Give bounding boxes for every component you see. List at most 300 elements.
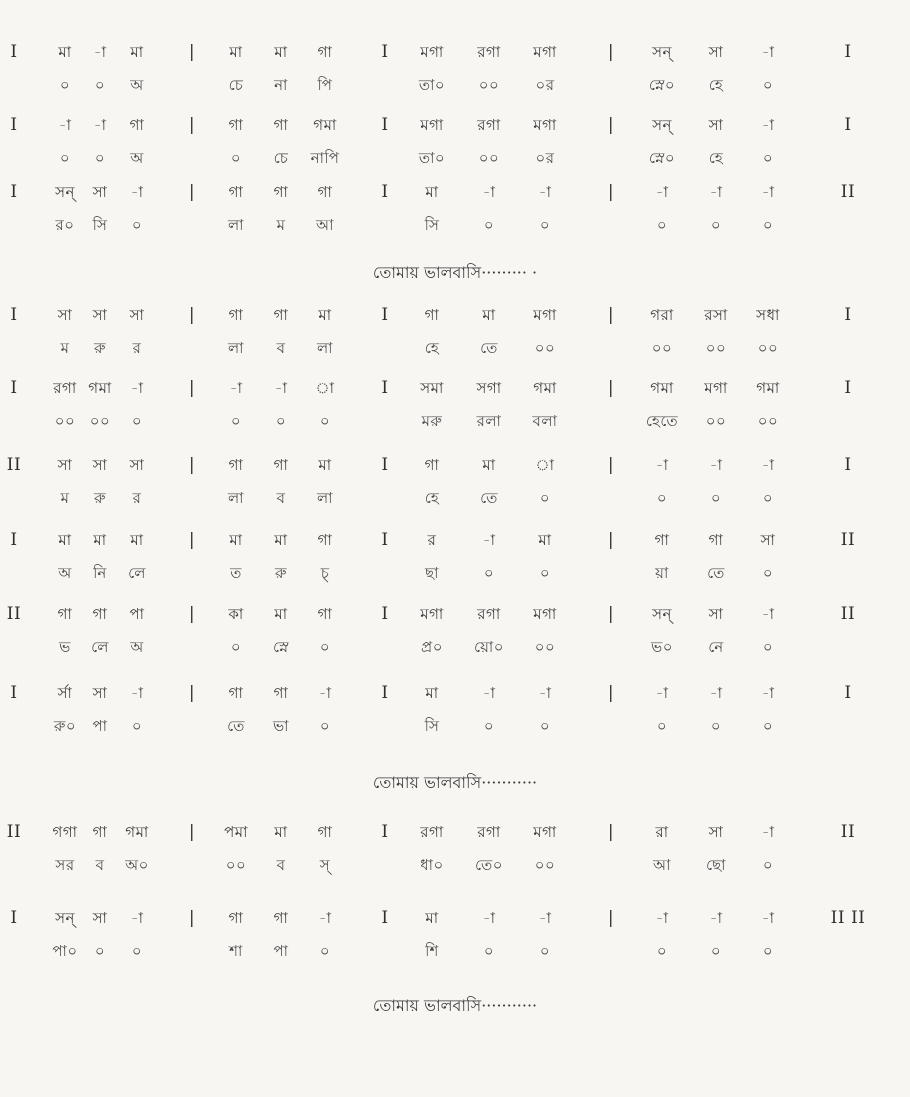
lyric-cell: ব [276,339,286,357]
note-cell: গা [317,183,333,201]
bar-separator: II [840,182,856,202]
note-cell: সা [708,605,724,623]
note-cell: -া [93,116,107,134]
note-cell: গগা [52,823,78,841]
note-cell: সধা [756,306,780,324]
lyric-cell: অ [130,638,144,656]
lyric-cell: অ [58,564,72,582]
lyric-cell: ০ [230,149,242,167]
lyric-cell: র০ [55,216,75,234]
note-cell: সা [92,684,108,702]
lyric-cell: ০ [131,942,143,960]
bar-separator: II [840,822,856,842]
note-cell: -া [482,684,496,702]
lyric-cell: স্নে০ [648,76,676,94]
notation-row [0,182,910,204]
lyric-cell: ০০ [534,638,556,656]
note-cell: মা [538,531,552,549]
lyric-cell: তে [480,489,498,507]
note-cell: -া [761,684,775,702]
bar-separator: | [607,683,615,703]
note-cell: -া [318,909,332,927]
lyric-cell: ০ [762,638,774,656]
note-cell: মা [229,43,243,61]
note-cell: মা [274,43,288,61]
note-cell: সা [92,183,108,201]
note-cell: -া [655,684,669,702]
lyric-cell: ব [95,856,105,874]
note-cell: -া [761,43,775,61]
bar-separator: II [840,604,856,624]
bar-separator: II [6,604,22,624]
lyric-cell: ০ [131,412,143,430]
notation-row [0,822,910,844]
note-cell: রগা [420,823,444,841]
notation-row [0,604,910,626]
bar-separator: I [10,378,18,398]
bar-separator: | [188,305,196,325]
note-cell: গা [273,684,289,702]
note-cell: সা [129,456,145,474]
lyric-cell: ০ [539,564,551,582]
notation-row [0,378,910,400]
note-cell: গা [273,456,289,474]
bar-separator: I [844,378,852,398]
lyric-cell: লা [316,339,334,357]
lyric-row [0,338,910,360]
bar-separator: I [844,115,852,135]
lyric-cell: ০ [319,638,331,656]
note-cell: মা [130,531,144,549]
note-cell: গা [57,605,73,623]
lyric-cell: প্র০ [421,638,443,656]
lyric-cell: ০ [319,412,331,430]
lyric-cell: ০ [319,942,331,960]
note-cell: গা [317,531,333,549]
note-cell: সন্ [652,605,672,623]
lyric-cell: ত [230,564,242,582]
note-cell: গরা [650,306,674,324]
note-cell: মা [130,43,144,61]
lyric-cell: ০ [483,942,495,960]
lyric-cell: ব [276,489,286,507]
lyric-cell: ০ [230,412,242,430]
lyric-cell: ০ [762,489,774,507]
lyric-cell: ০০ [225,856,247,874]
bar-separator: I [381,42,389,62]
lyric-cell: ০ [656,717,668,735]
lyric-cell: ০ [94,149,106,167]
note-cell: -া [709,183,723,201]
lyric-cell: সি [92,216,108,234]
lyric-cell: ০০ [705,339,727,357]
note-cell: কা [228,605,244,623]
bar-separator: | [188,378,196,398]
note-cell: সা [57,456,73,474]
note-cell: মগা [420,605,444,623]
lyric-cell: ০ [131,717,143,735]
lyric-cell: লে [91,638,109,656]
bar-separator: II [6,822,22,842]
note-cell: মা [274,823,288,841]
note-cell: -া [761,456,775,474]
note-cell: রসা [704,306,728,324]
bar-separator: I [10,42,18,62]
bar-separator: | [607,42,615,62]
lyric-cell: নে [708,638,724,656]
lyric-cell: ০ [656,489,668,507]
note-cell: া [315,379,335,397]
bar-separator: | [188,822,196,842]
bar-separator: | [607,115,615,135]
lyric-cell: ০০ [705,412,727,430]
note-cell: -া [709,456,723,474]
lyric-cell: লা [316,489,334,507]
lyric-cell: তে [227,717,245,735]
lyric-cell: র [132,339,142,357]
lyric-cell: লা [227,489,245,507]
lyric-cell: নাপি [310,149,340,167]
note-cell: -া [538,909,552,927]
lyric-cell: অ০ [125,856,149,874]
lyric-cell: চে [273,149,289,167]
lyric-cell: য়ো০ [473,638,505,656]
note-cell: -া [761,605,775,623]
note-cell: র [427,531,437,549]
bar-separator: I [844,683,852,703]
lyric-cell: ০০ [54,412,76,430]
note-cell: গা [129,116,145,134]
bar-separator: | [607,182,615,202]
note-cell: পা [129,605,145,623]
note-cell: মা [425,183,439,201]
lyric-cell: ০ [59,76,71,94]
note-cell: গা [228,456,244,474]
lyric-cell: হে [708,76,724,94]
lyric-cell: ০ [230,638,242,656]
bar-separator: II [6,455,22,475]
lyric-cell: স্নে [272,638,290,656]
section-heading: তোমায় ভালবাসি··········· [372,773,538,792]
note-cell: গা [317,823,333,841]
lyric-cell: নি [93,564,107,582]
lyric-row [0,75,910,97]
note-cell: -া [482,909,496,927]
note-cell: গা [317,43,333,61]
lyric-cell: ০০ [757,339,779,357]
bar-separator: I [10,683,18,703]
note-cell: সগা [476,379,502,397]
lyric-cell: তে [480,339,498,357]
note-cell: মা [318,456,332,474]
lyric-cell: ম [60,339,70,357]
lyric-cell: ০ [539,489,551,507]
lyric-cell: তে০ [474,856,504,874]
bar-separator: I [381,604,389,624]
note-cell: সন্ [55,183,75,201]
lyric-cell: য়া [655,564,669,582]
lyric-cell: শি [425,942,439,960]
note-cell: -া [58,116,72,134]
note-cell: -া [130,909,144,927]
bar-separator: I [10,530,18,550]
note-cell: গমা [533,379,557,397]
bar-separator: | [607,822,615,842]
lyric-cell: পি [317,76,333,94]
lyric-cell: চে [228,76,244,94]
notation-row [0,42,910,64]
note-cell: -া [538,183,552,201]
note-cell: মা [425,684,439,702]
note-cell: গা [228,684,244,702]
notation-row [0,683,910,705]
lyric-cell: ০ [762,564,774,582]
lyric-cell: স্নে০ [648,149,676,167]
note-cell: মা [482,456,496,474]
note-cell: গমা [313,116,337,134]
notation-row [0,305,910,327]
bar-separator: | [607,455,615,475]
note-cell: গা [317,605,333,623]
lyric-row [0,148,910,170]
lyric-cell: ০র [535,76,555,94]
lyric-cell: ০০ [478,76,500,94]
lyric-cell: চ্ [320,564,330,582]
note-cell: -া [538,684,552,702]
note-cell: গমা [125,823,149,841]
lyric-cell: ধা০ [420,856,444,874]
lyric-row [0,941,910,963]
lyric-cell: সি [424,717,440,735]
lyric-row [0,855,910,877]
bar-separator: I [381,683,389,703]
lyric-cell: ছা [425,564,439,582]
note-cell: মা [318,306,332,324]
note-cell: মা [274,605,288,623]
lyric-cell: ০ [539,717,551,735]
note-cell: গা [228,306,244,324]
bar-separator: I [381,305,389,325]
note-cell: রগা [477,116,501,134]
lyric-cell: ০র [535,149,555,167]
note-cell: গা [654,531,670,549]
lyric-cell: ০ [656,942,668,960]
note-cell: -া [482,183,496,201]
lyric-cell: ভ [59,638,71,656]
note-cell: র্সা [57,684,73,702]
note-cell: গা [424,306,440,324]
note-cell: -া [130,684,144,702]
lyric-cell: তা০ [418,149,446,167]
lyric-cell: ০ [483,717,495,735]
lyric-cell: ০ [762,856,774,874]
note-cell: মা [482,306,496,324]
bar-separator: I [381,115,389,135]
lyric-cell: ০ [762,216,774,234]
lyric-cell: হে [424,489,440,507]
lyric-row [0,488,910,510]
note-cell: -া [709,909,723,927]
note-cell: সা [708,116,724,134]
lyric-cell: ০ [656,216,668,234]
note-cell: মগা [533,605,557,623]
lyric-cell: রু০ [53,717,77,735]
note-cell: -া [761,116,775,134]
lyric-cell: মরু [421,412,443,430]
lyric-cell: ম [60,489,70,507]
lyric-cell: ০ [539,216,551,234]
notation-row [0,530,910,552]
lyric-cell: ০ [762,76,774,94]
lyric-cell: হে [708,149,724,167]
bar-separator: I [844,42,852,62]
lyric-cell: ০০ [534,339,556,357]
note-cell: গা [273,306,289,324]
note-cell: মগা [420,43,444,61]
lyric-row [0,637,910,659]
bar-separator: I [381,822,389,842]
lyric-cell: ০ [94,76,106,94]
note-cell: -া [655,183,669,201]
lyric-cell: ০ [539,942,551,960]
lyric-cell: হে [424,339,440,357]
section-heading: তোমায় ভালবাসি··········· [372,996,538,1015]
lyric-cell: পা [92,717,108,735]
note-cell: গা [424,456,440,474]
note-cell: সমা [420,379,444,397]
note-cell: পমা [224,823,248,841]
note-cell: -া [93,43,107,61]
lyric-cell: সি [424,216,440,234]
note-cell: গা [708,531,724,549]
lyric-cell: ০ [710,717,722,735]
lyric-cell: ০ [762,717,774,735]
bar-separator: I [381,378,389,398]
lyric-cell: আ [653,856,671,874]
note-cell: মা [58,43,72,61]
lyric-cell: ০ [94,942,106,960]
lyric-cell: ০০ [534,856,556,874]
note-cell: গা [273,183,289,201]
lyric-cell: রু [93,339,107,357]
note-cell: গা [228,909,244,927]
lyric-cell: ০০ [757,412,779,430]
lyric-cell: ছো [705,856,727,874]
note-cell: সন্ [652,116,672,134]
bar-separator: I [381,182,389,202]
lyric-cell: ০ [762,149,774,167]
lyric-cell: লে [128,564,146,582]
note-cell: গা [273,116,289,134]
note-cell: মগা [420,116,444,134]
bar-separator: | [607,604,615,624]
note-cell: মগা [533,116,557,134]
note-cell: রা [655,823,669,841]
lyric-row [0,411,910,433]
bar-separator: | [188,908,196,928]
bar-separator: | [188,530,196,550]
note-cell: -া [655,909,669,927]
note-cell: সা [92,456,108,474]
note-cell: -া [761,909,775,927]
note-cell: সা [57,306,73,324]
lyric-cell: শা [229,942,243,960]
bar-separator: | [188,604,196,624]
lyric-cell: অ [130,76,144,94]
lyric-cell: ০০ [651,339,673,357]
note-cell: -া [655,456,669,474]
lyric-cell: ব [276,856,286,874]
note-cell: রগা [477,823,501,841]
bar-separator: II II [830,908,866,928]
lyric-row [0,563,910,585]
note-cell: সন্ [55,909,75,927]
lyric-cell: রু [93,489,107,507]
lyric-cell: ০ [762,942,774,960]
note-cell: গা [92,823,108,841]
bar-separator: | [188,182,196,202]
note-cell: গা [92,605,108,623]
note-cell: সা [708,823,724,841]
bar-separator: I [10,115,18,135]
lyric-cell: ০ [710,942,722,960]
note-cell: গা [228,116,244,134]
note-cell: মা [425,909,439,927]
lyric-cell: ০ [710,489,722,507]
lyric-cell: ০ [59,149,71,167]
note-cell: রগা [53,379,77,397]
notation-row [0,908,910,930]
lyric-cell: হেতে [645,412,679,430]
bar-separator: I [381,908,389,928]
note-cell: সা [92,909,108,927]
bar-separator: | [607,378,615,398]
note-cell: গা [228,183,244,201]
lyric-cell: সর [55,856,75,874]
lyric-cell: অ [130,149,144,167]
lyric-cell: পা০ [52,942,78,960]
note-cell: মা [229,531,243,549]
note-cell: সন্ [652,43,672,61]
note-cell: সা [708,43,724,61]
note-cell: -া [482,531,496,549]
bar-separator: I [381,530,389,550]
lyric-row [0,215,910,237]
lyric-cell: ভা [272,717,290,735]
lyric-cell: তা০ [418,76,446,94]
note-cell: রগা [477,605,501,623]
lyric-cell: ০ [275,412,287,430]
lyric-cell: রলা [476,412,502,430]
note-cell: গমা [650,379,674,397]
note-cell: মগা [533,823,557,841]
note-cell: সা [760,531,776,549]
note-cell: -া [709,684,723,702]
bar-separator: I [381,455,389,475]
lyric-cell: লা [227,339,245,357]
lyric-cell: পা [273,942,289,960]
bar-separator: | [188,455,196,475]
lyric-cell: না [274,76,288,94]
note-cell: মগা [704,379,728,397]
note-cell: মগা [533,43,557,61]
lyric-cell: ০ [710,216,722,234]
bar-separator: | [607,908,615,928]
bar-separator: I [844,455,852,475]
note-cell: মগা [533,306,557,324]
lyric-cell: ০ [483,564,495,582]
bar-separator: I [10,305,18,325]
